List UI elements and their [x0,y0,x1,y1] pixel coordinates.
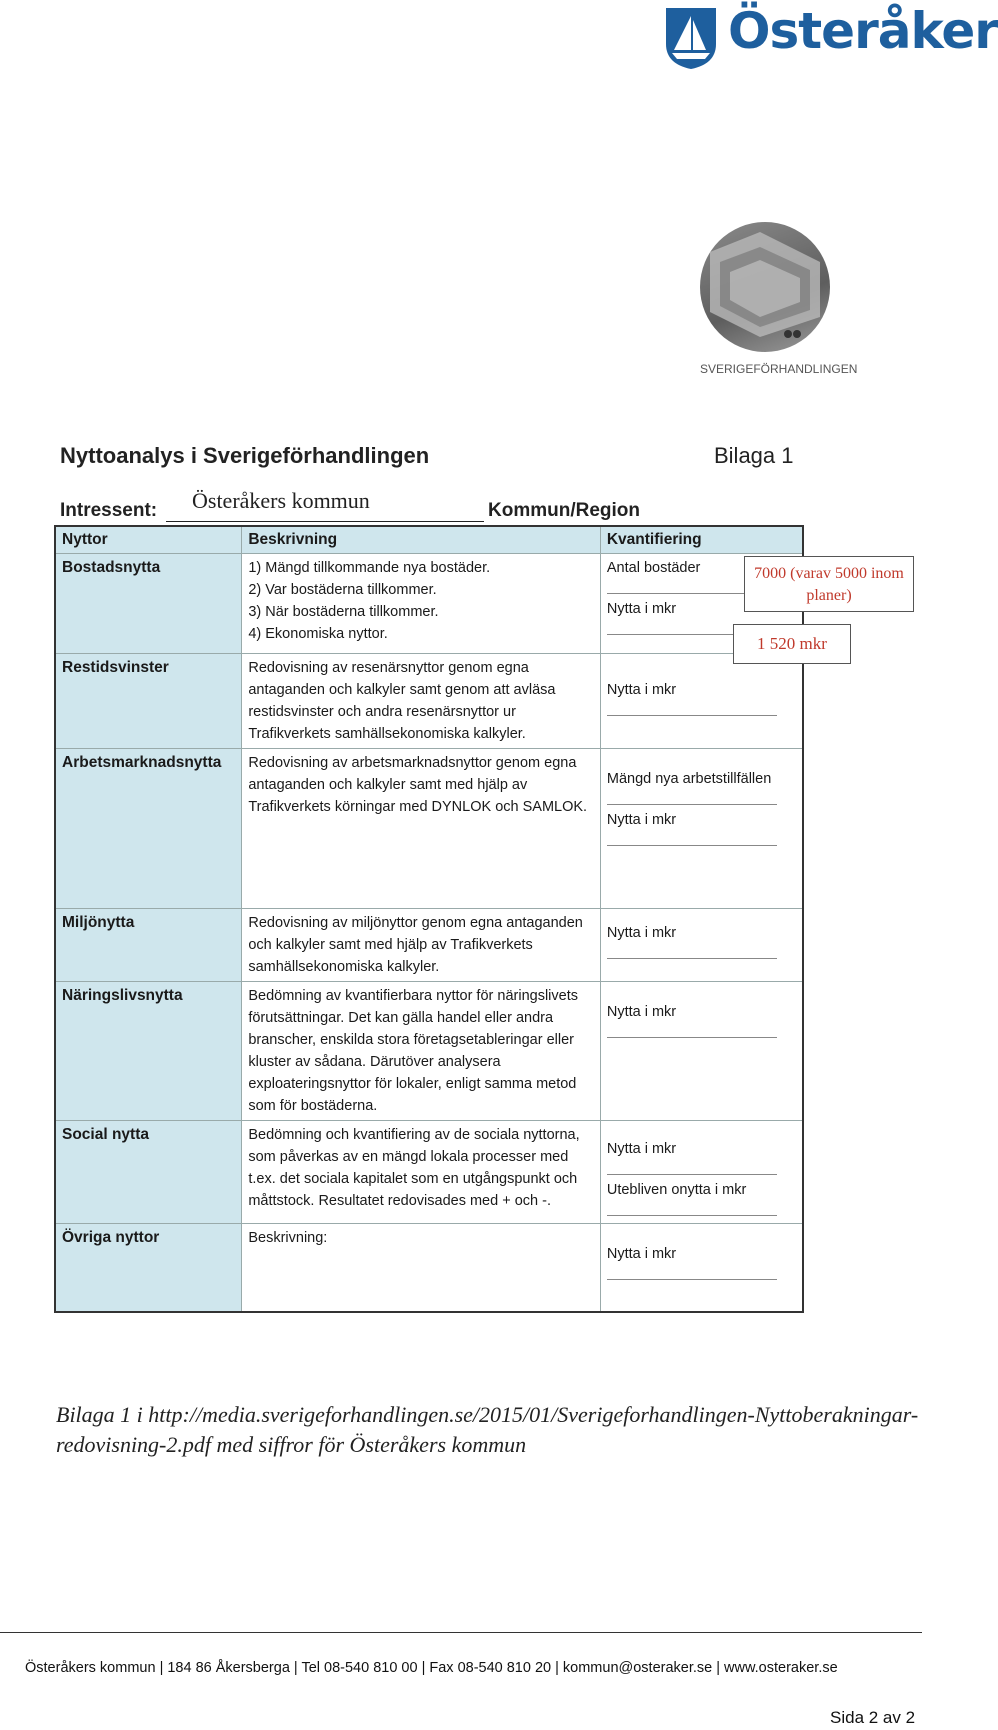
fill-line[interactable] [607,1203,777,1216]
table-row [55,749,803,909]
kommun-region-label: Kommun/Region [488,500,640,521]
row-name: Bostadsnytta [55,554,242,654]
intressent-underline [166,521,484,522]
quant-label: Mängd nya arbetstillfällen [606,771,772,787]
fill-line[interactable] [607,703,777,716]
row-name: Social nytta [55,1121,242,1224]
fill-line[interactable] [607,833,777,846]
fill-line[interactable] [607,792,777,805]
intressent-label: Intressent: [60,500,158,521]
table-row [55,654,803,749]
fill-line[interactable] [607,1025,777,1038]
header-kvantifiering: Kvantifiering [600,526,803,554]
sverigeforhandlingen-badge [700,222,830,352]
quant-label: Antal bostäder [606,560,701,576]
badge-text: SVERIGEFÖRHANDLINGEN [700,362,858,376]
row-description: Beskrivning: [242,1224,601,1312]
intressent-value: Österåkers kommun [192,488,370,513]
fill-line[interactable] [607,1162,777,1175]
logo-text: Österåker [728,2,998,60]
row-description: Redovisning av resenärsnyttor genom egna antaganden och kalkyler samt genom att avläsa restidsvinster och andra resenärsnyttor ur Trafikverkets samhällsekonomiska kalkyler. [242,654,601,749]
quant-label: Nytta i mkr [606,925,677,941]
row-description: Redovisning av miljönyttor genom egna antaganden och kalkyler samt med hjälp av Trafikverkets samhällsekonomiska kalkyler. [242,909,601,982]
quant-label: Utebliven onytta i mkr [606,1182,747,1198]
desc-line: 2) Var bostäderna tillkommer. [248,582,437,598]
table-row [55,554,803,654]
row-quantification [600,982,803,1121]
table-row [55,1224,803,1312]
row-quantification [600,749,803,909]
quant-label: Nytta i mkr [606,1141,677,1157]
nyttor-table [54,525,804,1313]
reference-text: Bilaga 1 i http://media.sverigeforhandlingen.se/2015/01/Sverigeforhandlingen-Nyttoberakningar-redovisning-2.pdf med siffror för Österåkers kommun [56,1402,919,1457]
page-number: Sida 2 av 2 [830,1708,916,1727]
fill-line[interactable] [607,1267,777,1280]
table-header-row [55,526,803,554]
row-description: Redovisning av arbetsmarknadsnyttor genom egna antaganden och kalkyler samt med hjälp av Trafikverkets körningar med DYNLOK och SAMLOK. [242,749,601,909]
quant-label: Nytta i mkr [606,1004,677,1020]
row-description [242,554,601,654]
row-name: Miljönytta [55,909,242,982]
desc-line: 4) Ekonomiska nyttor. [248,626,388,642]
bostader-annotation: 7000 (varav 5000 inom planer) [744,556,914,612]
row-name: Övriga nyttor [55,1224,242,1312]
row-name: Restidsvinster [55,654,242,749]
row-name: Näringslivsnytta [55,982,242,1121]
table-row [55,1121,803,1224]
bilaga-label: Bilaga 1 [714,443,794,468]
quant-label: Nytta i mkr [606,812,677,828]
quant-label: Nytta i mkr [606,601,677,617]
page-title: Nyttoanalys i Sverigeförhandlingen [60,443,430,468]
footer-contact: Österåkers kommun | 184 86 Åkersberga | Tel 08-540 810 00 | Fax 08-540 810 20 | kommun@osteraker.se | www.osteraker.se [25,1660,838,1676]
desc-line: 3) När bostäderna tillkommer. [248,604,439,620]
row-quantification [600,654,803,749]
desc-line: 1) Mängd tillkommande nya bostäder. [248,560,491,576]
header-nyttor: Nyttor [55,526,242,554]
header-beskrivning: Beskrivning [242,526,601,554]
row-quantification [600,1121,803,1224]
row-name: Arbetsmarknadsnytta [55,749,242,909]
row-description: Bedömning av kvantifierbara nyttor för näringslivets förutsättningar. Det kan gälla handel eller andra branscher, enskilda stora företagsetableringar eller kluster av sådana. Därutöver analysera exploateringsnyttor för lokaler, enligt samma metod som för bostäderna. [242,982,601,1121]
footer-divider [0,1632,922,1633]
row-quantification [600,909,803,982]
row-description: Bedömning och kvantifiering av de sociala nyttorna, som påverkas av en mängd lokala processer med t.ex. det sociala kapitalet som en utgångspunkt och måttstock. Resultatet redovisades med + och -. [242,1121,601,1224]
osteraker-logo [662,2,998,76]
nytta-annotation: 1 520 mkr [733,624,851,664]
row-quantification [600,1224,803,1312]
table-row [55,909,803,982]
fill-line[interactable] [607,946,777,959]
table-row [55,982,803,1121]
quant-label: Nytta i mkr [606,682,677,698]
boat-shield-icon [662,6,720,70]
quant-label: Nytta i mkr [606,1246,677,1262]
